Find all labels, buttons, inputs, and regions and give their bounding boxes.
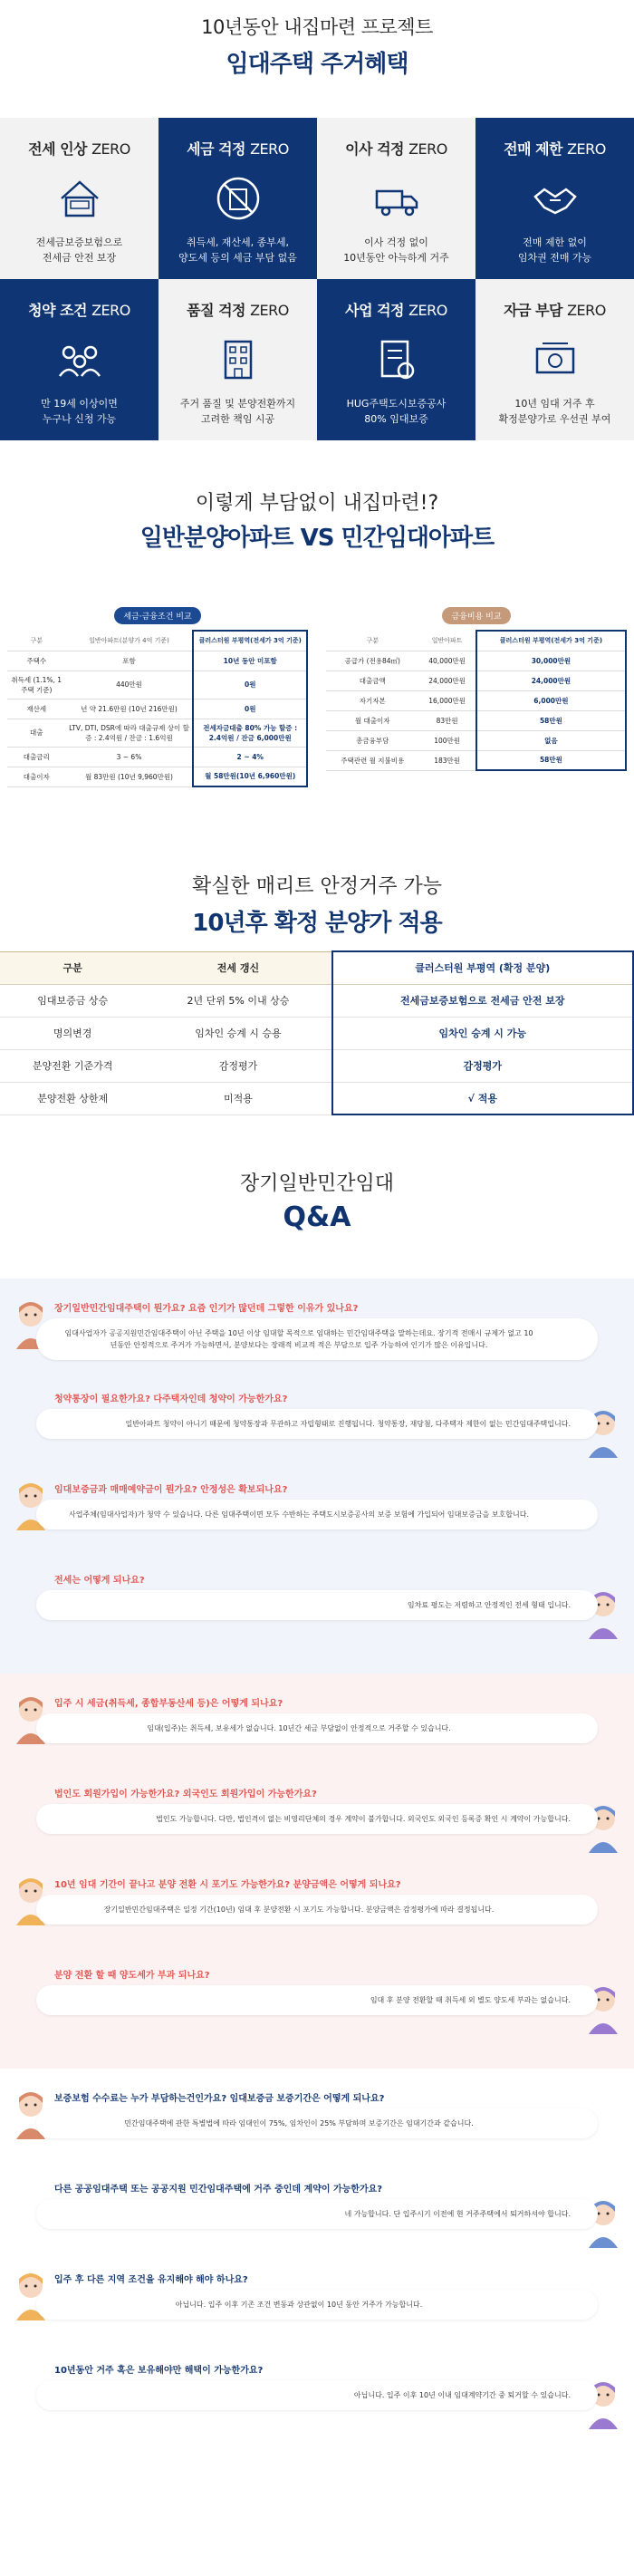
- compare-row: [326, 730, 626, 750]
- fixed-price-header-row: [0, 951, 633, 984]
- compare-row: [7, 699, 307, 719]
- compare-header-row: [7, 631, 307, 651]
- benefit-tile: [317, 279, 476, 440]
- finance-compare-table: [326, 630, 627, 771]
- benefit-tile: [317, 118, 476, 279]
- qa-section: [0, 1115, 634, 1278]
- compare-cell: 없음: [476, 730, 626, 750]
- compare-cell: 30,000만원: [476, 651, 626, 671]
- benefit-desc: 10년 임대 거주 후 확정분양가로 우선권 부여: [498, 398, 611, 425]
- fixed-price-cell: √ 적용: [332, 1082, 633, 1114]
- compare-row: [7, 651, 307, 671]
- compare-cell: 재산세: [7, 699, 66, 719]
- house-rent-icon: [0, 173, 158, 224]
- qa-item: [0, 1690, 634, 1780]
- compare-cell: 대출: [7, 719, 66, 747]
- benefit-tile: [476, 118, 634, 279]
- qa-question: 입주 후 다른 지역 조건을 유지해야 해야 하나요?: [54, 2275, 248, 2285]
- compare-cell: 주택관련 월 지불비용: [326, 750, 418, 770]
- benefit-desc: 취득세, 재산세, 종부세, 양도세 등의 세금 부담 없음: [178, 236, 297, 264]
- benefit-desc: HUG주택도시보증공사 80% 임대보증: [346, 398, 447, 425]
- qa-answer: 일반아파트 청약이 아니기 때문에 청약통장과 무관하고 자립형태로 진행됩니다. 청약통장, 재당첨, 다주택자 제한이 없는 민간임대주택입니다.: [36, 1409, 598, 1439]
- compare-cell: 총금융부담: [326, 730, 418, 750]
- fixed-price-row: [0, 1049, 633, 1082]
- qa-question: 입주 시 세금(취득세, 종합부동산세 등)은 어떻게 되나요?: [54, 1699, 283, 1709]
- fixed-price-cell: 분양전환 상한제: [0, 1082, 145, 1114]
- qa-answer: 장기일반민간임대주택은 일정 기간(10년) 임대 후 분양전환 시 포기도 가능합니다. 분양금액은 감정평가에 따라 결정됩니다.: [36, 1895, 598, 1925]
- benefit-tile: [0, 118, 158, 279]
- benefit-title: 청약 조건 ZERO: [28, 302, 130, 319]
- benefit-title: 세금 걱정 ZERO: [187, 140, 289, 158]
- benefit-title: 이사 걱정 ZERO: [345, 140, 447, 158]
- qa-question: 전세는 어떻게 되나요?: [54, 1576, 145, 1586]
- qa-answer: 법인도 가능합니다. 다만, 법인격이 없는 비영리단체의 경우 계약이 불가합니다. 외국인도 외국인 등록증 확인 시 계약이 가능합니다.: [36, 1804, 598, 1834]
- benefit-tile: [476, 279, 634, 440]
- compare-cell: 월 83만원 (10년 9,960만원): [66, 767, 194, 786]
- fixed-price-header-cell: 구분: [0, 951, 145, 984]
- qa-item: [0, 1567, 634, 1657]
- compare-cell: 58만원: [476, 710, 626, 730]
- fixed-price-header-cell: 전세 갱신: [145, 951, 331, 984]
- qa-panel-blue: [0, 1278, 634, 1674]
- fixed-price-table: [0, 950, 634, 1115]
- qa-answer: 임대 후 분양 전환할 때 취득세 외 별도 양도세 부과는 없습니다.: [36, 1985, 598, 2015]
- fixed-price-cell: 임차인 승계 시 승용: [145, 1017, 331, 1049]
- compare-row: [326, 690, 626, 710]
- no-tax-icon: [158, 173, 317, 224]
- qa-answer: 임대사업자가 공공지원민간임대주택이 아닌 주택을 10년 이상 임대할 목적으로 임대하는 민간임대주택을 말하는데요. 장기적 전매시 규제가 없고 10년동안 안정적으로 주거가 가능하면서, 분양보다는 장래적 비교적 적은 부담으로 입주 가능하여 인기가 많은 이유입니다.: [36, 1318, 598, 1360]
- finance-compare-tag: 금융비용 비교: [442, 607, 510, 624]
- tax-compare-tag: 세금·금융조건 비교: [114, 607, 200, 624]
- compare-row: [7, 747, 307, 767]
- fixed-price-cell: 2년 단위 5% 이내 상승: [145, 984, 331, 1017]
- fixed-price-subtitle: 확실한 매리트 안정거주 가능: [191, 875, 442, 898]
- qa-question: 분양 전환 할 때 양도세가 부과 되나요?: [54, 1971, 210, 1981]
- benefit-title: 자금 부담 ZERO: [504, 302, 606, 319]
- compare-cell: 83만원: [418, 710, 476, 730]
- compare-row: [7, 767, 307, 786]
- fixed-price-cell: 분양전환 기준가격: [0, 1049, 145, 1082]
- qa-question: 10년 임대 기간이 끝나고 분양 전환 시 포기도 가능한가요? 분양금액은 어떻게 되나요?: [54, 1880, 401, 1890]
- compare-row: [326, 651, 626, 671]
- qa-item: [0, 1295, 634, 1385]
- moving-truck-icon: [317, 173, 476, 224]
- people-icon: [0, 334, 158, 385]
- fixed-price-cell: 명의변경: [0, 1017, 145, 1049]
- compare-header-cell: 클러스터원 부평역(전세가 3억 기준): [476, 631, 626, 651]
- compare-cell: 자기자본: [326, 690, 418, 710]
- benefit-desc: 만 19세 이상이면 누구나 신청 가능: [41, 398, 118, 425]
- qa-answer: 사업주체(임대사업자)가 청약 수 있습니다. 다른 임대주택이면 모두 수반하는 주택도시보증공사의 보증 보험에 가입되어 임대보증금을 보호합니다.: [36, 1500, 598, 1529]
- fixed-price-cell: 임차인 승계 시 가능: [332, 1017, 633, 1049]
- tax-compare-table: [7, 630, 308, 787]
- fixed-price-row: [0, 1017, 633, 1049]
- benefit-tile: [0, 279, 158, 440]
- compare-header-row: [326, 631, 626, 651]
- qa-item: [0, 2357, 634, 2447]
- compare-cell: 3 ~ 6%: [66, 747, 194, 767]
- compare-row: [326, 671, 626, 690]
- hero-title: 임대주택 주거혜택: [226, 51, 408, 78]
- qa-question: 보증보험 수수료는 누가 부담하는건인가요? 임대보증금 보증기간은 어떻게 되나요?: [54, 2094, 385, 2104]
- compare-cell: 대출금리: [7, 747, 66, 767]
- qa-title: Q&A: [283, 1201, 351, 1233]
- qa-item: [0, 1871, 634, 1962]
- compare-cell: 100만원: [418, 730, 476, 750]
- hero-subtitle: 10년동안 내집마련 프로젝트: [201, 16, 433, 38]
- qa-item: [0, 1962, 634, 2052]
- compare-cell: 183만원: [418, 750, 476, 770]
- compare-cell: 40,000만원: [418, 651, 476, 671]
- compare-cell: 16,000만원: [418, 690, 476, 710]
- benefit-title: 품질 걱정 ZERO: [187, 302, 289, 319]
- compare-title: 일반분양아파트 VS 민간임대아파트: [139, 525, 495, 552]
- compare-cell: 공급가 (전용84㎡): [326, 651, 418, 671]
- compare-header-cell: 일반아파트(분양가 4억 기준): [66, 631, 194, 651]
- compare-cell: 포함: [66, 651, 194, 671]
- money-icon: [476, 334, 634, 385]
- compare-cell: 0원: [193, 671, 307, 699]
- tax-finance-compare: [7, 605, 308, 787]
- qa-question: 임대보증금과 매매예약금이 뭔가요? 안정성은 확보되나요?: [54, 1485, 288, 1495]
- fixed-price-cell: 미적용: [145, 1082, 331, 1114]
- qa-question: 장기일반민간임대주택이 뭔가요? 요즘 인기가 많던데 그렇한 이유가 있나요?: [54, 1304, 359, 1314]
- fixed-price-cell: 감정평가: [332, 1049, 633, 1082]
- qa-subtitle: 장기일반민간임대: [239, 1172, 395, 1195]
- compare-cell: 취득세 (1.1%, 1주택 기준): [7, 671, 66, 699]
- qa-answer: 민간임대주택에 관한 특별법에 따라 임대인이 75%, 임차인이 25% 부담하며 보증기간은 임대기간과 같습니다.: [36, 2108, 598, 2138]
- compare-header-cell: 구분: [7, 631, 66, 651]
- qa-answer: 네 가능합니다. 단 입주시기 이전에 현 거주주택에서 퇴거하셔야 합니다.: [36, 2199, 598, 2229]
- compare-cell: 주택수: [7, 651, 66, 671]
- qa-item: [0, 2085, 634, 2176]
- qa-question: 다른 공공임대주택 또는 공공지원 민간임대주택에 거주 중인데 계약이 가능한가요?: [54, 2185, 383, 2195]
- compare-cell: LTV, DTI, DSR에 따라 대출규제 상이 할증 : 2.4억원 / 잔금 : 1.6억원: [66, 719, 194, 747]
- compare-cell: 월 58만원(10년 6,960만원): [193, 767, 307, 786]
- benefit-title: 사업 걱정 ZERO: [345, 302, 447, 319]
- compare-tables: [0, 605, 634, 787]
- benefit-title: 전매 제한 ZERO: [504, 140, 606, 158]
- qa-item: [0, 1385, 634, 1476]
- compare-cell: 2 ~ 4%: [193, 747, 307, 767]
- qa-question: 법인도 회원가입이 가능한가요? 외국인도 회원가입이 가능한가요?: [54, 1790, 317, 1799]
- benefit-grid: [0, 118, 634, 440]
- fixed-price-cell: 임대보증금 상승: [0, 984, 145, 1017]
- qa-answer: 임차료 평도는 저렴하고 안정적인 전세 형태 입니다.: [36, 1590, 598, 1620]
- qa-item: [0, 2266, 634, 2357]
- compare-cell: 24,000만원: [418, 671, 476, 690]
- building-icon: [158, 334, 317, 385]
- qa-panel-white: [0, 2069, 634, 2464]
- fixed-price-row: [0, 984, 633, 1017]
- compare-header-cell: 구분: [326, 631, 418, 651]
- compare-header-cell: 클러스터원 부평역(전세가 3억 기준): [193, 631, 307, 651]
- fixed-price-title: 10년후 확정 분양가 적용: [192, 910, 442, 937]
- compare-cell: 58만원: [476, 750, 626, 770]
- compare-row: [7, 719, 307, 747]
- qa-question: 10년동안 거주 혹은 보유해야만 해택이 가능한가요?: [54, 2366, 264, 2376]
- compare-cell: 24,000만원: [476, 671, 626, 690]
- qa-answer: 임대(입주)는 취득세, 보유세가 없습니다. 10년간 세금 부담없이 안정적으로 거주할 수 있습니다.: [36, 1713, 598, 1743]
- qa-item: [0, 2176, 634, 2266]
- compare-cell: 0원: [193, 699, 307, 719]
- compare-cell: 440만원: [66, 671, 194, 699]
- benefit-tile: [158, 279, 317, 440]
- compare-cell: 월 대출이자: [326, 710, 418, 730]
- document-icon: [317, 334, 476, 385]
- compare-cell: 10년 동안 미포함: [193, 651, 307, 671]
- benefit-title: 전세 인상 ZERO: [28, 140, 130, 158]
- benefit-desc: 전세금보증보험으로 전세금 안전 보장: [35, 236, 123, 264]
- qa-item: [0, 1780, 634, 1871]
- benefit-desc: 주거 품질 및 분양전환까지 고려한 책임 시공: [179, 398, 296, 425]
- compare-cell: 대출이자: [7, 767, 66, 786]
- finance-cost-compare: [326, 605, 627, 787]
- handshake-icon: [476, 173, 634, 224]
- compare-header-cell: 일반아파트: [418, 631, 476, 651]
- qa-answer: 아닙니다. 입주 이후 기존 조건 변동과 상관없이 10년 동안 거주가 가능합니다.: [36, 2290, 598, 2320]
- qa-question: 청약통장이 필요한가요? 다주택자인데 청약이 가능한가요?: [54, 1394, 288, 1404]
- compare-cell: 6,000만원: [476, 690, 626, 710]
- compare-cell: 대출금액: [326, 671, 418, 690]
- compare-row: [7, 671, 307, 699]
- qa-panel-pink: [0, 1674, 634, 2069]
- qa-answer: 아닙니다. 입주 이후 10년 이내 임대계약기간 중 퇴거할 수 있습니다.: [36, 2380, 598, 2410]
- compare-cell: 년 약 21.6만원 (10년 216만원): [66, 699, 194, 719]
- compare-row: [326, 710, 626, 730]
- compare-subtitle: 이렇게 부담없이 내집마련!?: [195, 492, 439, 515]
- fixed-price-cell: 전세금보증보험으로 전세금 안전 보장: [332, 984, 633, 1017]
- compare-cell: 전세자금대출 80% 가능 할증 : 2.4억원 / 잔금 6,000만원: [193, 719, 307, 747]
- fixed-price-cell: 감정평가: [145, 1049, 331, 1082]
- fixed-price-row: [0, 1082, 633, 1114]
- qa-item: [0, 1476, 634, 1567]
- compare-row: [326, 750, 626, 770]
- hero-section: [0, 0, 634, 109]
- benefit-tile: [158, 118, 317, 279]
- benefit-desc: 이사 걱정 없이 10년동안 아늑하게 거주: [343, 236, 449, 264]
- fixed-price-header-cell: 클러스터원 부평역 (확정 분양): [332, 951, 633, 984]
- benefit-desc: 전매 제한 없이 임차권 전매 가능: [517, 236, 592, 264]
